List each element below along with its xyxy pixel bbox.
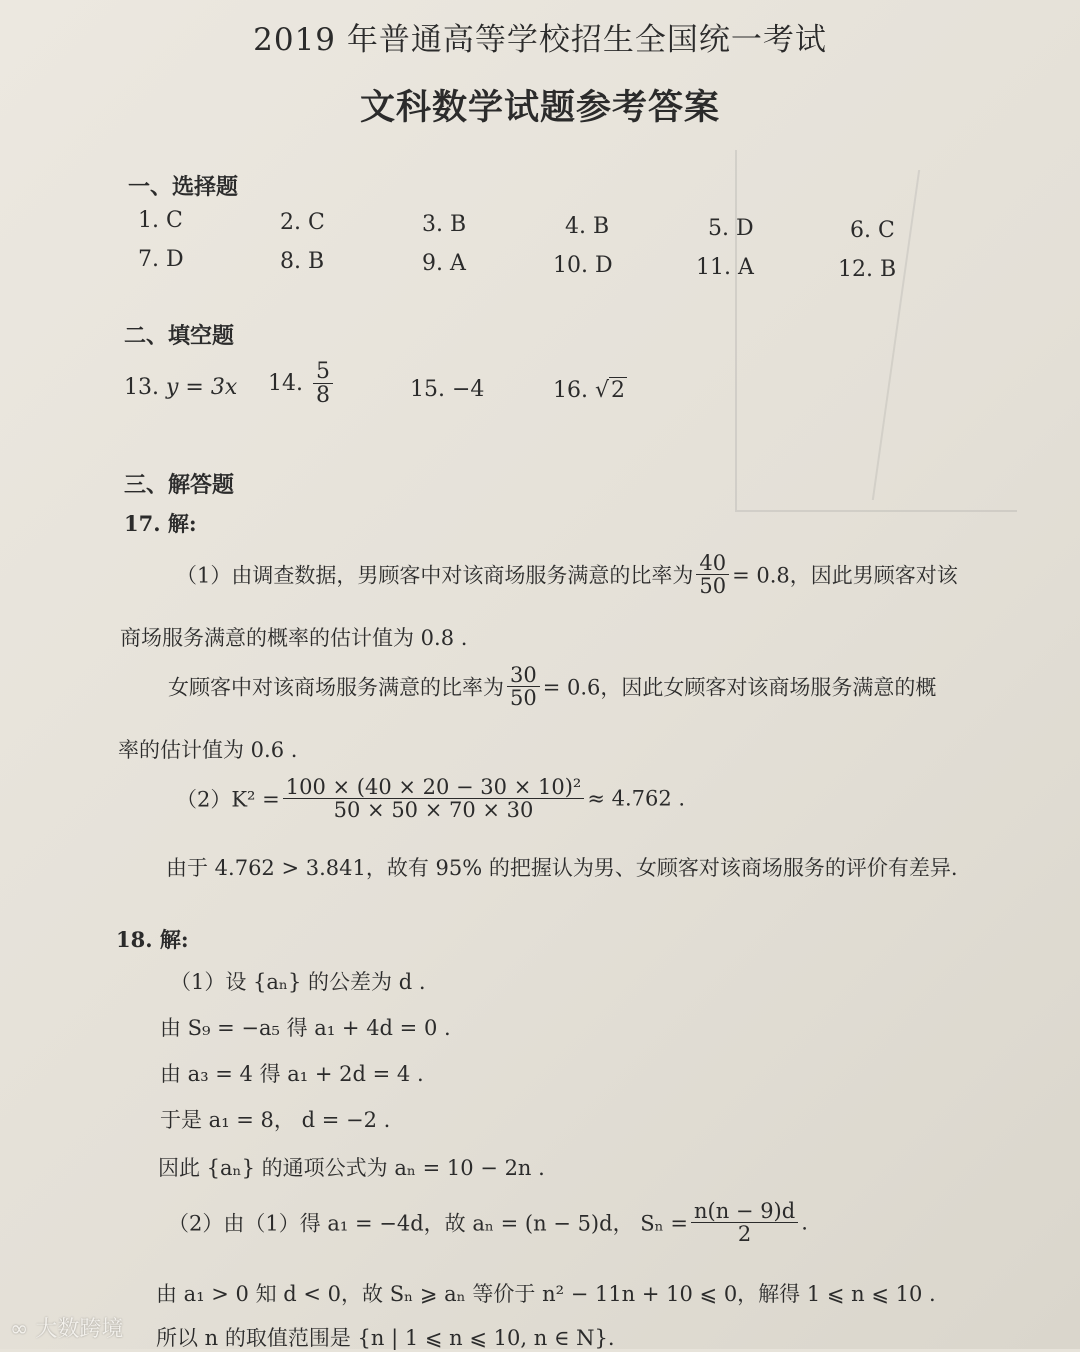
choice-answer: 3. B xyxy=(422,212,467,237)
choice-answer: 4. B xyxy=(565,214,610,239)
problem-18-line8: 所以 n 的取值范围是 {n | 1 ⩽ n ⩽ 10, n ∈ N}. xyxy=(156,1326,615,1350)
choice-answer: 1. C xyxy=(138,208,183,233)
problem-18-label: 18. 解: xyxy=(116,927,189,952)
fill-answer-13: 13. y = 3x xyxy=(124,375,238,400)
problem-17-label: 17. 解: xyxy=(124,511,197,536)
page-title: 2019 年普通高等学校招生全国统一考试 xyxy=(253,22,827,58)
choice-answer: 10. D xyxy=(553,253,613,278)
watermark-logo: ∞ 大数跨境 xyxy=(10,1317,124,1342)
problem-18-line1: （1）设 {aₙ} 的公差为 d . xyxy=(170,970,426,994)
problem-17-part1-female-cont: 率的估计值为 0.6 . xyxy=(118,738,298,762)
problem-18-line5: 因此 {aₙ} 的通项公式为 aₙ = 10 − 2n . xyxy=(158,1156,545,1180)
section-heading-choice: 一、选择题 xyxy=(128,175,239,200)
problem-18-line4: 于是 a₁ = 8， d = −2 . xyxy=(160,1108,391,1132)
section-heading-fill: 二、填空题 xyxy=(124,324,235,349)
choice-answer: 8. B xyxy=(280,249,325,274)
choice-answer: 6. C xyxy=(850,218,895,243)
choice-answer: 2. C xyxy=(280,210,325,235)
choice-answer: 5. D xyxy=(708,216,754,241)
page-subtitle: 文科数学试题参考答案 xyxy=(359,88,720,128)
section-heading-solution: 三、解答题 xyxy=(124,473,235,498)
fill-answer-15: 15. −4 xyxy=(410,377,485,402)
choice-answer: 12. B xyxy=(838,257,897,282)
watermark-icon: ∞ xyxy=(10,1317,29,1342)
problem-17-part1: （1）由调查数据，男顾客中对该商场服务满意的比率为 $\frac{40}{50}$ = 0.8，因此男顾客对该 xyxy=(176,551,958,599)
choice-answer: 9. A xyxy=(422,251,466,276)
problem-17-conclusion: 由于 4.762 > 3.841，故有 95% 的把握认为男、女顾客对该商场服务的评价有差异. xyxy=(166,856,958,880)
problem-18-line3: 由 a₃ = 4 得 a₁ + 2d = 4 . xyxy=(160,1062,424,1086)
problem-17-part1-female: 女顾客中对该商场服务满意的比率为 $\frac{30}{50}$ = 0.6，因此女顾客对该商场服务满意的概 xyxy=(168,663,937,711)
choice-answer: 7. D xyxy=(138,247,184,272)
fill-answer-14: 14. $\frac{5}{8}$ xyxy=(268,360,336,407)
problem-18-line2: 由 S₉ = −a₅ 得 a₁ + 4d = 0 . xyxy=(160,1016,451,1040)
problem-18-line7: 由 a₁ > 0 知 d < 0，故 Sₙ ⩾ aₙ 等价于 n² − 11n + 10 ⩽ 0，解得 1 ⩽ n ⩽ 10 . xyxy=(156,1282,936,1306)
problem-18-part2: （2）由（1）得 a₁ = −4d，故 aₙ = (n − 5)d， Sₙ = $\frac{n(n - 9)d}{2}$ . xyxy=(168,1199,808,1247)
fraction: $\frac{5}{8}$ xyxy=(313,360,333,407)
problem-17-part1-cont: 商场服务满意的概率的估计值为 0.8 . xyxy=(120,626,468,650)
fill-answer-16: 16. √2 xyxy=(553,378,626,403)
choice-answer: 11. A xyxy=(696,255,754,280)
problem-17-part2-formula: （2）K² = $\frac{\text{100 × (40 × 20 − 30 × 10)²}}{50 \times 50 \times 70 \times 30}$ ≈ 4.762 . xyxy=(176,775,686,823)
